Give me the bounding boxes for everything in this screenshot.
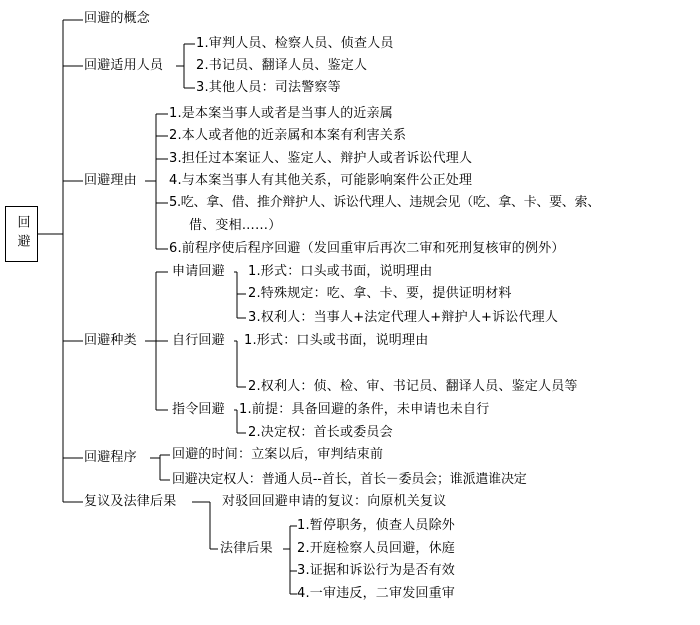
review-reconsider: 对驳回回避申请的复议：向原机关复议	[222, 494, 447, 509]
root-node	[5, 206, 38, 262]
branch-concept: 回避的概念	[84, 11, 151, 26]
order-item: 2.决定权：首长或委员会	[248, 425, 393, 440]
apply-item: 1.形式：口头或书面，说明理由	[248, 264, 433, 279]
consequence-item: 3.证据和诉讼行为是否有效	[297, 563, 456, 578]
apply-item: 2.特殊规定：吃、拿、卡、要，提供证明材料	[248, 286, 512, 301]
reason-item: 5.吃、拿、借、推介辩护人、诉讼代理人、违规会见（吃、拿、卡、要、索、	[169, 195, 600, 210]
root-label: 回避	[14, 215, 30, 253]
consequence-item: 2.开庭检察人员回避，休庭	[297, 541, 456, 556]
branch-reasons: 回避理由	[84, 173, 137, 188]
persons-item: 3.其他人员：司法警察等	[196, 80, 341, 95]
procedure-item: 回避的时间：立案以后，审判结束前	[172, 447, 384, 462]
branch-persons: 回避适用人员	[84, 58, 164, 73]
branch-review: 复议及法律后果	[84, 494, 177, 509]
consequence-item: 1.暂停职务，侦查人员除外	[297, 518, 456, 533]
reason-item-continued: 借、变相……）	[189, 218, 282, 233]
branch-types: 回避种类	[84, 333, 137, 348]
reason-item: 2.本人或者他的近亲属和本案有利害关系	[169, 128, 407, 143]
type-order: 指令回避	[172, 402, 225, 417]
persons-item: 1.审判人员、检察人员、侦查人员	[196, 36, 394, 51]
persons-item: 2.书记员、翻译人员、鉴定人	[196, 58, 368, 73]
branch-procedure: 回避程序	[84, 450, 137, 465]
procedure-item: 回避决定权人：普通人员--首长，首长－委员会；谁派遣谁决定	[172, 472, 527, 487]
self-item: 2.权利人：侦、检、审、书记员、翻译人员、鉴定人员等	[248, 379, 578, 394]
reason-item: 6.前程序使后程序回避（发回重审后再次二审和死刑复核审的例外）	[169, 241, 565, 256]
type-self: 自行回避	[172, 333, 225, 348]
order-item: 1.前提：具备回避的条件，未申请也未自行	[239, 402, 490, 417]
consequence-item: 4.一审违反，二审发回重审	[297, 586, 456, 601]
reason-item: 1.是本案当事人或者是当事人的近亲属	[169, 106, 394, 121]
reason-item: 4.与本案当事人有其他关系，可能影响案件公正处理	[169, 173, 473, 188]
reason-item: 3.担任过本案证人、鉴定人、辩护人或者诉讼代理人	[169, 151, 473, 166]
apply-item: 3.权利人：当事人+法定代理人+辩护人+诉讼代理人	[248, 310, 559, 325]
type-apply: 申请回避	[172, 264, 225, 279]
self-item: 1.形式：口头或书面，说明理由	[244, 333, 429, 348]
review-consequence: 法律后果	[220, 541, 273, 556]
